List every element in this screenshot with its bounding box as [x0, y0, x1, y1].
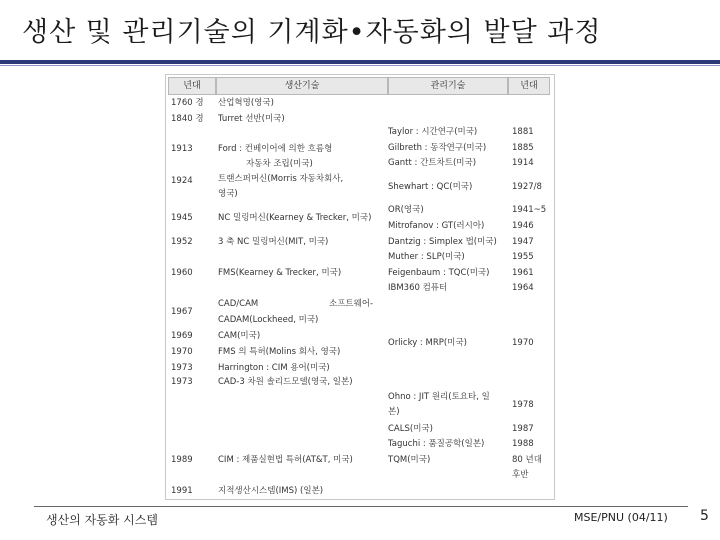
prod-tech: 지적생산시스템(IMS) (일본)	[218, 486, 324, 496]
prod-tech: CADAM(Lockheed, 미국)	[218, 315, 319, 325]
mgmt-tech: Ohno : JIT 원리(토요타, 일	[388, 392, 490, 402]
technology-table	[165, 74, 555, 500]
mgmt-tech: Taylor : 시간연구(미국)	[388, 127, 478, 137]
mgmt-year: 1964	[512, 283, 534, 293]
prod-tech: CAD/CAM	[218, 299, 259, 309]
prod-year: 1969	[171, 331, 193, 341]
mgmt-tech: IBM360 컴퓨터	[388, 283, 448, 293]
prod-tech: CAM(미국)	[218, 331, 261, 341]
mgmt-year: 1914	[512, 158, 534, 168]
header-year-left: 년대	[168, 77, 216, 95]
mgmt-year: 1970	[512, 338, 534, 348]
prod-year: 1960	[171, 268, 193, 278]
prod-tech: Ford : 컨베이어에 의한 흐름형	[218, 144, 333, 154]
title-rule-thin	[0, 65, 720, 66]
mgmt-tech: Taguchi : 품질공학(일본)	[388, 439, 485, 449]
prod-tech: 산업혁명(영국)	[218, 98, 274, 108]
mgmt-tech: OR(영국)	[388, 205, 424, 215]
prod-tech: Turret 선반(미국)	[218, 114, 285, 124]
prod-tech: 트랜스퍼머신(Morris 자동차회사,	[218, 174, 344, 184]
prod-year: 1991	[171, 486, 193, 496]
mgmt-year: 1961	[512, 268, 534, 278]
prod-tech: FMS(Kearney & Trecker, 미국)	[218, 268, 342, 278]
mgmt-tech: Gilbreth : 동작연구(미국)	[388, 143, 487, 153]
prod-tech: FMS 의 특허(Molins 회사, 영국)	[218, 347, 341, 357]
prod-tech: 소프트웨어-	[329, 299, 374, 309]
header-year-right: 년대	[508, 77, 550, 95]
prod-year: 1952	[171, 237, 193, 247]
header-management: 관리기술	[388, 77, 508, 95]
mgmt-tech: Gantt : 간트차트(미국)	[388, 158, 477, 168]
mgmt-year: 1881	[512, 127, 534, 137]
prod-tech: 영국)	[218, 189, 238, 199]
footer-source: MSE/PNU (04/11)	[574, 511, 668, 524]
header-production: 생산기술	[216, 77, 388, 95]
prod-year: 1840 경	[171, 114, 204, 124]
prod-tech: 자동차 조립(미국)	[246, 159, 313, 169]
prod-year: 1967	[171, 307, 193, 317]
mgmt-year: 1988	[512, 439, 534, 449]
footer-course-name: 생산의 자동화 시스템	[46, 513, 158, 527]
mgmt-tech: Mitrofanov : GT(러시아)	[388, 221, 485, 231]
prod-year: 1913	[171, 144, 193, 154]
mgmt-year: 1978	[512, 400, 534, 410]
mgmt-tech: CALS(미국)	[388, 424, 433, 434]
mgmt-year: 1946	[512, 221, 534, 231]
mgmt-year: 80 년대	[512, 455, 542, 465]
prod-year: 1760 경	[171, 98, 204, 108]
mgmt-year: 후반	[512, 470, 529, 480]
footer-rule	[34, 506, 688, 507]
mgmt-tech: Shewhart : QC(미국)	[388, 182, 473, 192]
mgmt-tech: Dantzig : Simplex 법(미국)	[388, 237, 497, 247]
prod-tech: CIM : 제품실현법 특허(AT&T, 미국)	[218, 455, 353, 465]
prod-tech: 3 축 NC 밀링머신(MIT, 미국)	[218, 237, 329, 247]
mgmt-year: 1885	[512, 143, 534, 153]
mgmt-year: 1941~5	[512, 205, 547, 215]
prod-year: 1989	[171, 455, 193, 465]
prod-tech: NC 밀링머신(Kearney & Trecker, 미국)	[218, 213, 372, 223]
mgmt-year: 1927/8	[512, 182, 542, 192]
prod-year: 1973	[171, 377, 193, 387]
title-rule	[0, 60, 720, 64]
mgmt-tech: Muther : SLP(미국)	[388, 252, 465, 262]
mgmt-tech: Orlicky : MRP(미국)	[388, 338, 467, 348]
prod-tech: CAD-3 차원 솔리드모델(영국, 일본)	[218, 377, 353, 387]
mgmt-year: 1947	[512, 237, 534, 247]
prod-tech: Harrington : CIM 용어(미국)	[218, 363, 330, 373]
prod-year: 1945	[171, 213, 193, 223]
mgmt-year: 1955	[512, 252, 534, 262]
prod-year: 1973	[171, 363, 193, 373]
mgmt-tech: TQM(미국)	[388, 455, 431, 465]
slide-title: 생산 및 관리기술의 기계화•자동화의 발달 과정	[22, 17, 602, 48]
page-number: 5	[700, 508, 709, 524]
prod-year: 1970	[171, 347, 193, 357]
prod-year: 1924	[171, 176, 193, 186]
mgmt-year: 1987	[512, 424, 534, 434]
mgmt-tech: Feigenbaum : TQC(미국)	[388, 268, 490, 278]
mgmt-tech: 본)	[388, 407, 400, 417]
